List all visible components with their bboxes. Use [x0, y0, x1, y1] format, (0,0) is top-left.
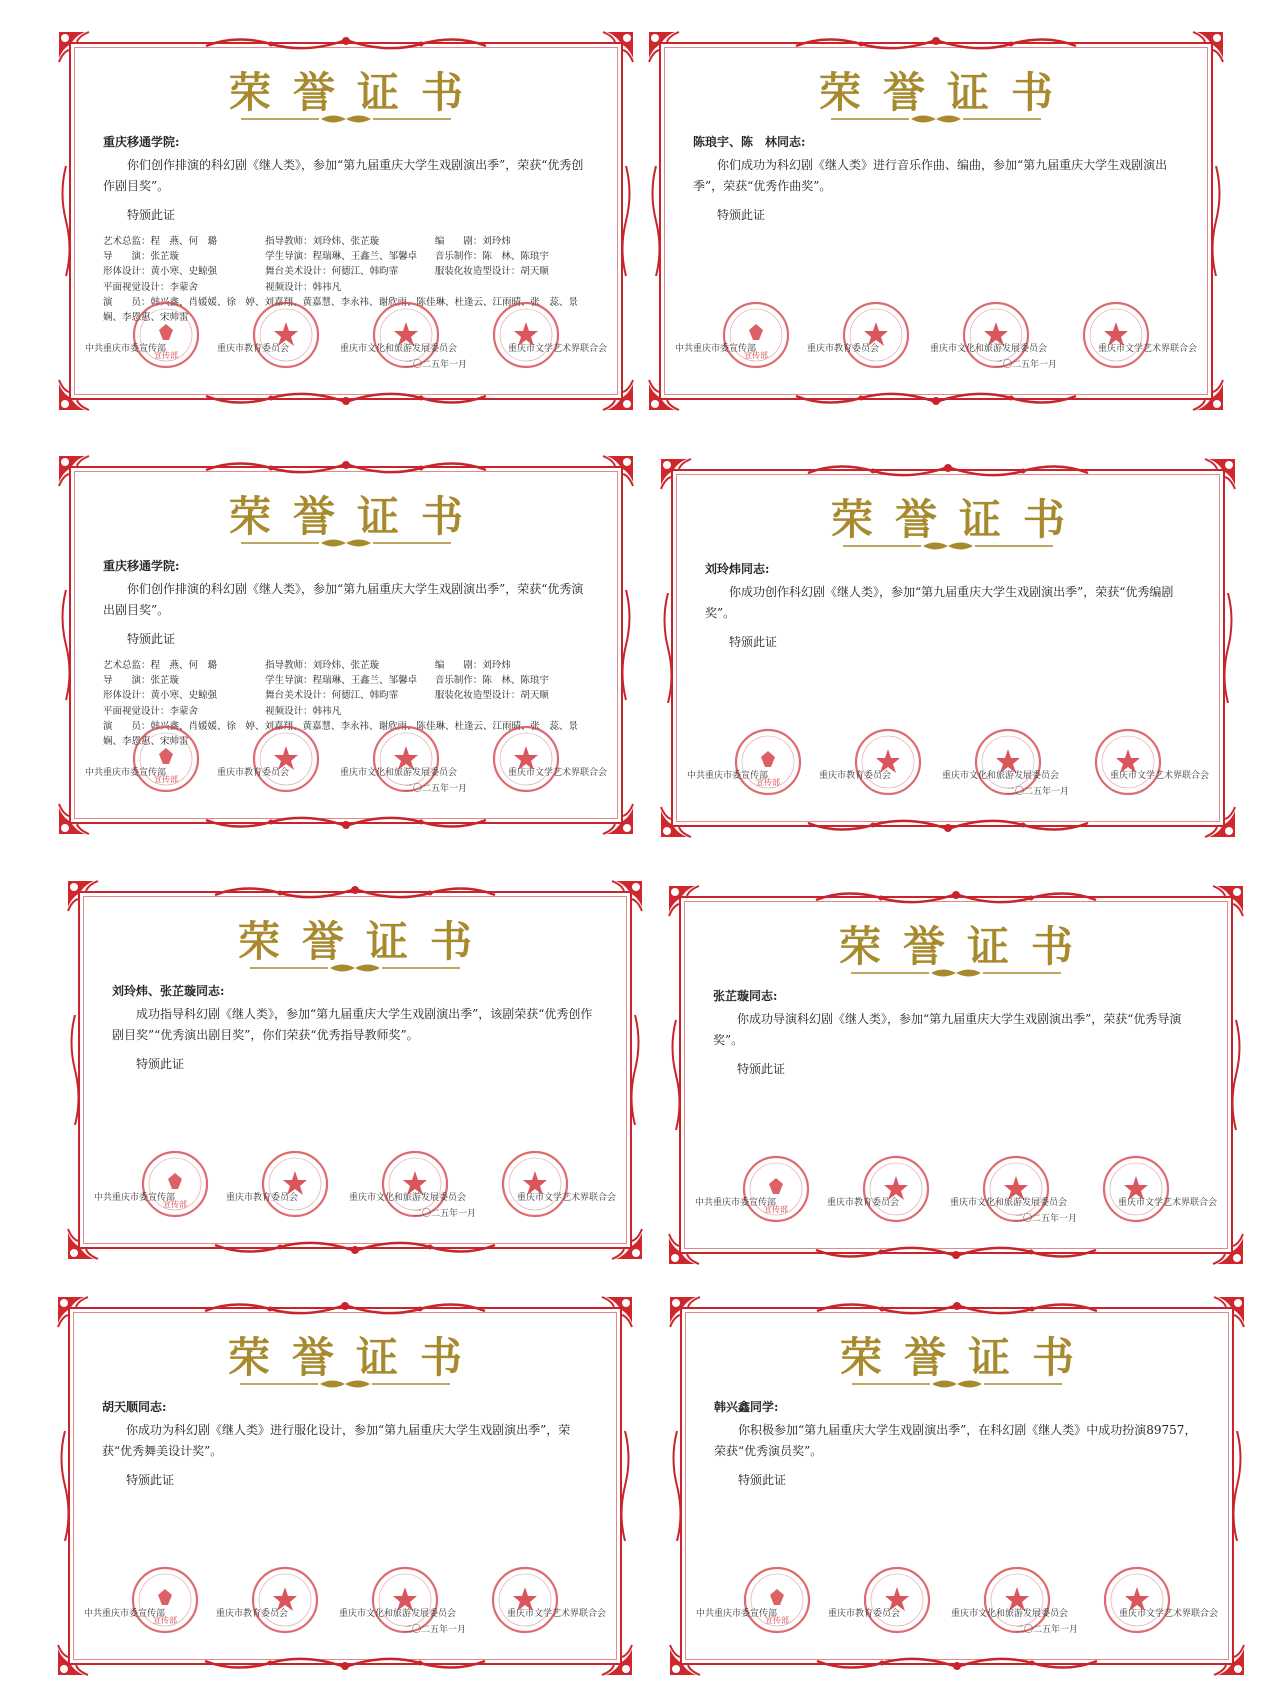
issue-date: 二〇二五年一月 — [1013, 1214, 1077, 1224]
issuer-name: 重庆市文学艺术界联合会 — [1109, 771, 1209, 781]
credit-entry — [435, 280, 591, 295]
certificate-title: 荣誉证书 — [228, 68, 485, 117]
issuer-name: 重庆市教育委员会 — [225, 1193, 298, 1203]
official-seal-icon — [741, 1154, 811, 1224]
issuers-row — [695, 1195, 1217, 1208]
issuer-name: 重庆市教育委员会 — [826, 1198, 899, 1208]
credit-entry: 导 演：张芷璇 — [103, 675, 180, 687]
recipient-name: 张芷璇同志: — [713, 989, 778, 1003]
official-seal-icon — [1101, 1154, 1171, 1224]
issuers-row — [85, 765, 607, 778]
official-seal-icon — [500, 1149, 570, 1219]
official-seal-icon — [251, 724, 321, 794]
official-seal-icon — [862, 1565, 932, 1635]
credit-entry: 服装化妆造型设计：胡天顺 — [434, 266, 549, 278]
svg-text:宣传部: 宣传部 — [765, 1616, 789, 1625]
issuer-name: 重庆市文学艺术界联合会 — [1118, 1609, 1218, 1619]
issuer-name: 重庆市文化和旅游发展委员会 — [941, 771, 1059, 781]
issuer-name: 重庆市文化和旅游发展委员会 — [348, 1193, 466, 1203]
credit-entry: 艺术总监：程 燕、何 璐 — [103, 660, 218, 671]
issuer-name: 重庆市文学艺术界联合会 — [516, 1193, 616, 1203]
scroll-ornament-icon — [806, 886, 1106, 908]
official-seal-icon — [1102, 1565, 1172, 1635]
official-seal-icon — [853, 727, 923, 797]
credit-entry: 形体设计：黄小寒、史鲸强 — [103, 266, 218, 278]
recipient-name: 韩兴鑫同学: — [714, 1400, 779, 1414]
special-note: 特颁此证 — [136, 1057, 185, 1071]
issuers-row — [696, 1606, 1218, 1619]
title-underline-ornament-icon — [241, 112, 451, 126]
issuer-name: 中共重庆市委宣传部 — [696, 1609, 778, 1619]
certificate-body — [693, 132, 1181, 226]
scroll-ornament-icon — [195, 1297, 495, 1319]
issuer-name: 中共重庆市委宣传部 — [675, 344, 757, 354]
issuer-name: 中共重庆市委宣传部 — [85, 344, 167, 354]
issue-date: 二〇二五年一月 — [403, 360, 467, 370]
special-note: 特颁此证 — [737, 1062, 786, 1076]
svg-text:宣传部: 宣传部 — [756, 778, 780, 787]
credit-entry: 音乐制作：陈 林、陈琅宇 — [434, 251, 549, 263]
credit-entry: 艺术总监：程 燕、何 璐 — [103, 236, 218, 247]
credit-entry: 视频设计：韩祎凡 — [265, 705, 342, 717]
credit-entry: 演 员：韩兴鑫、肖媛媛、徐 婷、刘嘉翔、黄嘉慧、李永祎、谢欣雨、陈佳琳、杜逢云、江雨晴、张 蕊、景 娴、李恩惠、宋帅雷 — [103, 720, 588, 747]
side-ornament-icon — [68, 1015, 82, 1125]
recipient-name: 刘玲炜、张芷璇同志: — [112, 984, 225, 998]
special-note: 特颁此证 — [127, 632, 176, 646]
award-text: 你成功为科幻剧《继人类》进行服化设计，参加“第九届重庆大学生戏剧演出季”，荣获“优秀舞美设计奖”。 — [102, 1423, 571, 1458]
side-ornament-icon — [58, 1431, 72, 1541]
scroll-ornament-icon — [798, 459, 1098, 481]
official-seal-icon — [491, 300, 561, 370]
side-ornament-icon — [1229, 1020, 1243, 1130]
title-underline-ornament-icon — [241, 536, 451, 550]
side-ornament-icon — [661, 593, 675, 703]
special-note: 特颁此证 — [738, 1473, 787, 1487]
official-seal-icon — [1093, 727, 1163, 797]
side-ornament-icon — [1209, 166, 1223, 276]
scroll-ornament-icon — [806, 1242, 1106, 1264]
svg-text:宣传部: 宣传部 — [744, 351, 768, 360]
recipient-name: 重庆移通学院: — [103, 559, 180, 573]
issuer-name: 重庆市教育委员会 — [215, 1609, 288, 1619]
award-text: 你们创作排演的科幻剧《继人类》，参加“第九届重庆大学生戏剧演出季”，荣获“优秀演出剧目奖”。 — [103, 582, 584, 617]
honor-certificate — [645, 28, 1227, 414]
certificate-title: 荣誉证书 — [237, 917, 494, 966]
side-ornament-icon — [619, 166, 633, 276]
issuer-name: 重庆市文学艺术界联合会 — [507, 344, 607, 354]
official-seal-icon — [490, 1565, 560, 1635]
recipient-name: 刘玲炜同志: — [705, 562, 770, 576]
issuer-name: 重庆市教育委员会 — [216, 344, 289, 354]
svg-text:宣传部: 宣传部 — [764, 1205, 788, 1214]
side-ornament-icon — [619, 590, 633, 700]
side-ornament-icon — [59, 590, 73, 700]
side-ornament-icon — [618, 1431, 632, 1541]
official-seal-icon — [131, 300, 201, 370]
scroll-ornament-icon — [807, 1297, 1107, 1319]
credit-entry: 平面视觉设计：李蒙舍 — [103, 281, 199, 293]
scroll-ornament-icon — [196, 456, 496, 478]
issuer-name: 重庆市文学艺术界联合会 — [1117, 1198, 1217, 1208]
title-underline-ornament-icon — [831, 112, 1041, 126]
honor-certificate — [666, 1293, 1248, 1679]
special-note: 特颁此证 — [717, 208, 766, 222]
issue-date: 二〇二五年一月 — [403, 784, 467, 794]
issuer-name: 重庆市文化和旅游发展委员会 — [339, 768, 457, 778]
credit-entry: 学生导演：程瑞琳、王鑫兰、邹馨卓 — [265, 251, 418, 263]
certificate-title: 荣誉证书 — [227, 1333, 484, 1382]
credit-entry: 编 剧：刘玲炜 — [434, 660, 511, 671]
credit-entry: 指导教师：刘玲炜、张芷璇 — [265, 660, 380, 671]
credit-entry: 舞台美术设计：何德江、韩昀霏 — [265, 690, 399, 702]
title-underline-ornament-icon — [843, 539, 1053, 553]
award-text: 你们创作排演的科幻剧《继人类》，参加“第九届重庆大学生戏剧演出季”，荣获“优秀创作剧目奖”。 — [103, 158, 584, 193]
side-ornament-icon — [1221, 593, 1235, 703]
credit-entry: 音乐制作：陈 林、陈琅宇 — [434, 675, 549, 687]
credit-entry: 导 演：张芷璇 — [103, 251, 180, 263]
title-underline-ornament-icon — [852, 1377, 1062, 1391]
issue-date: 二〇二五年一月 — [1014, 1625, 1078, 1635]
official-seal-icon — [130, 1565, 200, 1635]
issue-date: 二〇二五年一月 — [1005, 787, 1069, 797]
official-seal-icon — [131, 724, 201, 794]
official-seal-icon — [733, 727, 803, 797]
honor-certificate — [64, 877, 646, 1263]
credit-entry: 形体设计：黄小寒、史鲸强 — [103, 690, 218, 702]
svg-text:宣传部: 宣传部 — [154, 351, 178, 360]
scroll-ornament-icon — [205, 881, 505, 903]
recipient-name: 胡天顺同志: — [102, 1400, 167, 1414]
certificate-title: 荣誉证书 — [838, 922, 1095, 971]
scroll-ornament-icon — [786, 388, 1086, 410]
special-note: 特颁此证 — [729, 635, 778, 649]
side-ornament-icon — [649, 166, 663, 276]
certificate-body — [705, 559, 1193, 653]
credit-entry: 视频设计：韩祎凡 — [265, 281, 342, 293]
issue-date: 二〇二五年一月 — [993, 360, 1057, 370]
award-text: 你成功创作科幻剧《继人类》，参加“第九届重庆大学生戏剧演出季”，荣获“优秀编剧奖”。 — [705, 585, 1174, 620]
award-text: 你成功导演科幻剧《继人类》，参加“第九届重庆大学生戏剧演出季”，荣获“优秀导演奖”。 — [713, 1012, 1182, 1047]
issuer-name: 中共重庆市委宣传部 — [687, 771, 769, 781]
side-ornament-icon — [59, 166, 73, 276]
credit-entry: 学生导演：程瑞琳、王鑫兰、邹馨卓 — [265, 675, 418, 687]
issue-date: 二〇二五年一月 — [412, 1209, 476, 1219]
side-ornament-icon — [628, 1015, 642, 1125]
award-text: 成功指导科幻剧《继人类》，参加“第九届重庆大学生戏剧演出季”，该剧荣获“优秀创作剧目奖”“优秀演出剧目奖”，你们荣获“优秀指导教师奖”。 — [112, 1007, 593, 1042]
side-ornament-icon — [670, 1431, 684, 1541]
official-seal-icon — [721, 300, 791, 370]
honor-certificate — [657, 455, 1239, 841]
issuer-name: 中共重庆市委宣传部 — [84, 1609, 166, 1619]
scroll-ornament-icon — [196, 388, 496, 410]
honor-certificate — [54, 1293, 636, 1679]
scroll-ornament-icon — [196, 812, 496, 834]
issuers-row — [84, 1606, 606, 1619]
award-text: 你积极参加“第九届重庆大学生戏剧演出季”，在科幻剧《继人类》中成功扮演89757，荣获“优秀演员奖”。 — [714, 1423, 1197, 1458]
issuer-name: 重庆市文学艺术界联合会 — [507, 768, 607, 778]
certificate-title: 荣誉证书 — [818, 68, 1075, 117]
certificate-title: 荣誉证书 — [830, 495, 1087, 544]
scroll-ornament-icon — [205, 1237, 505, 1259]
official-seal-icon — [742, 1565, 812, 1635]
issuer-name: 中共重庆市委宣传部 — [85, 768, 167, 778]
credit-entry: 平面视觉设计：李蒙舍 — [103, 705, 199, 717]
credit-entry: 服装化妆造型设计：胡天顺 — [434, 690, 549, 702]
credit-entry: 指导教师：刘玲炜、张芷璇 — [265, 236, 380, 247]
official-seal-icon — [260, 1149, 330, 1219]
issuer-name: 重庆市文化和旅游发展委员会 — [339, 344, 457, 354]
official-seal-icon — [250, 1565, 320, 1635]
issuer-name: 重庆市文化和旅游发展委员会 — [950, 1609, 1068, 1619]
scroll-ornament-icon — [807, 1653, 1107, 1675]
issuers-row — [94, 1190, 616, 1203]
scroll-ornament-icon — [195, 1653, 495, 1675]
issuer-name: 重庆市文化和旅游发展委员会 — [929, 344, 1047, 354]
issuer-name: 中共重庆市委宣传部 — [695, 1198, 777, 1208]
issuer-name: 重庆市教育委员会 — [806, 344, 879, 354]
side-ornament-icon — [669, 1020, 683, 1130]
official-seal-icon — [251, 300, 321, 370]
title-underline-ornament-icon — [250, 961, 460, 975]
official-seal-icon — [140, 1149, 210, 1219]
svg-text:宣传部: 宣传部 — [154, 775, 178, 784]
issuers-row — [85, 341, 607, 354]
honor-certificate — [55, 452, 637, 838]
issuer-name: 重庆市文学艺术界联合会 — [506, 1609, 606, 1619]
scroll-ornament-icon — [798, 815, 1098, 837]
issuers-row — [687, 768, 1209, 781]
credit-entry — [435, 704, 591, 719]
issuer-name: 重庆市文学艺术界联合会 — [1097, 344, 1197, 354]
certificate-title: 荣誉证书 — [839, 1333, 1096, 1382]
issuers-row — [675, 341, 1197, 354]
special-note: 特颁此证 — [126, 1473, 175, 1487]
issuer-name: 中共重庆市委宣传部 — [94, 1193, 176, 1203]
certificate-body — [103, 132, 591, 325]
certificate-body — [102, 1397, 590, 1491]
official-seal-icon — [1081, 300, 1151, 370]
issuer-name: 重庆市文化和旅游发展委员会 — [949, 1198, 1067, 1208]
certificate-body — [714, 1397, 1202, 1491]
official-seal-icon — [841, 300, 911, 370]
issue-date: 二〇二五年一月 — [402, 1625, 466, 1635]
issuer-name: 重庆市教育委员会 — [827, 1609, 900, 1619]
certificate-body — [713, 986, 1201, 1080]
scroll-ornament-icon — [196, 32, 496, 54]
official-seal-icon — [491, 724, 561, 794]
credit-entry: 编 剧：刘玲炜 — [434, 236, 511, 247]
recipient-name: 陈琅宇、陈 林同志: — [693, 135, 806, 149]
certificate-body — [103, 556, 591, 749]
side-ornament-icon — [1230, 1431, 1244, 1541]
issuer-name: 重庆市文化和旅游发展委员会 — [338, 1609, 456, 1619]
title-underline-ornament-icon — [240, 1377, 450, 1391]
award-text: 你们成功为科幻剧《继人类》进行音乐作曲、编曲，参加“第九届重庆大学生戏剧演出季”，荣获“优秀作曲奖”。 — [693, 158, 1168, 193]
honor-certificate — [55, 28, 637, 414]
special-note: 特颁此证 — [127, 208, 176, 222]
official-seal-icon — [861, 1154, 931, 1224]
title-underline-ornament-icon — [851, 966, 1061, 980]
credit-entry: 舞台美术设计：何德江、韩昀霏 — [265, 266, 399, 278]
svg-text:宣传部: 宣传部 — [163, 1200, 187, 1209]
issuer-name: 重庆市教育委员会 — [216, 768, 289, 778]
credit-entry: 演 员：韩兴鑫、肖媛媛、徐 婷、刘嘉翔、黄嘉慧、李永祎、谢欣雨、陈佳琳、杜逢云、江雨晴、张 蕊、景 娴、李恩惠、宋帅雷 — [103, 296, 588, 323]
certificate-title: 荣誉证书 — [228, 492, 485, 541]
honor-certificate — [665, 882, 1247, 1268]
recipient-name: 重庆移通学院: — [103, 135, 180, 149]
certificate-body — [112, 981, 600, 1075]
svg-text:宣传部: 宣传部 — [153, 1616, 177, 1625]
issuer-name: 重庆市教育委员会 — [818, 771, 891, 781]
scroll-ornament-icon — [786, 32, 1086, 54]
